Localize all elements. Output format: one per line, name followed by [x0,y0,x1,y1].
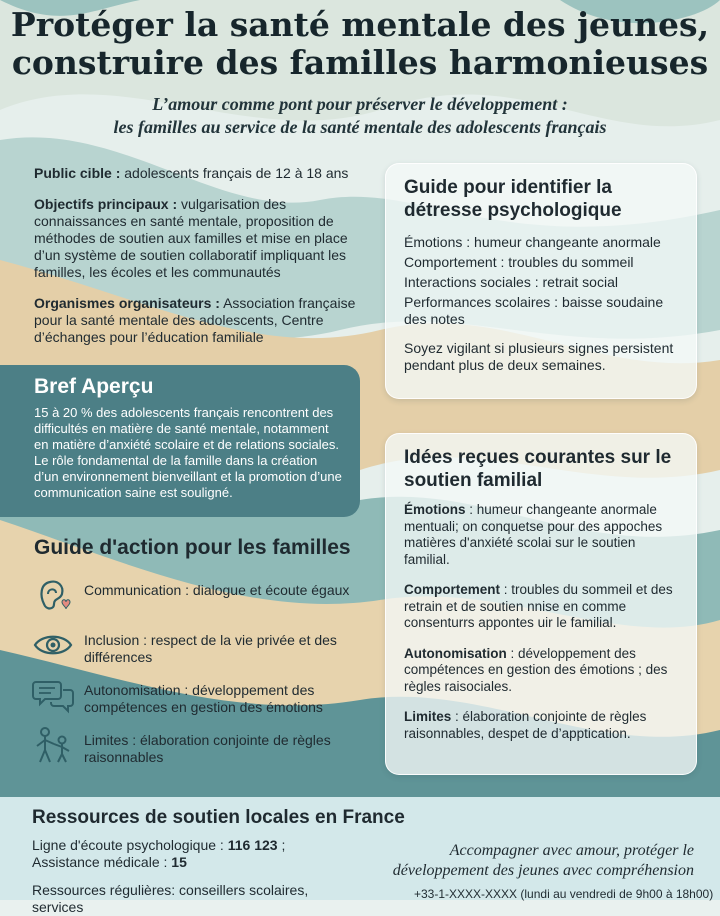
organizers [34,295,364,346]
distress-guide-title: Guide pour identifier la détresse psychologique [404,177,622,221]
main-objectives [34,196,364,281]
action-item-autonomy [32,674,362,724]
hotline-number: 116 123 [227,837,278,853]
hotline-separator: ; [277,837,286,853]
title-line-2: construire des familles harmonieuses [11,43,709,82]
distress-warning: Soyez vigilant si plusieurs signes persistent pendant plus de deux semaines. [404,340,674,373]
target-audience [34,165,364,182]
misconceptions-title: Idées reçues courantes sur le soutien familial [404,447,672,491]
objectives-label: Objectifs principaux : [34,196,178,212]
action-item-text: Inclusion : respect de la vie privée et des différences [84,632,337,665]
misconceptions-card [385,433,697,775]
misconception-text: : troubles du sommeil et des retrain et de soutien nnise en comme consenturrs appontes uir le familial. [404,582,673,630]
misconception-entry [404,502,682,568]
action-item-communication [32,574,362,624]
distress-guide-card [385,163,697,399]
ear-heart-icon [32,574,74,616]
action-item-text: Limites : élaboration conjointe de règles raisonnables [84,732,331,765]
page-title [0,6,720,82]
misconception-text: : développement des compétences en gestion des émotions ; des règles raisociales. [404,645,668,694]
overview-title: Bref Aperçu [34,375,154,398]
medical-number: 15 [171,854,187,870]
misconception-entry [404,646,682,696]
eye-icon [32,624,74,666]
organizers-label: Organismes organisateurs : [34,295,220,311]
regular-resources: Ressources régulières: conseillers scolaires, services [32,882,309,915]
misconception-label: Autonomisation [404,645,507,661]
hotline-info [32,837,362,871]
misconception-label: Émotions [404,502,466,517]
overview-text: 15 à 20 % des adolescents français rencontrent des difficultés en matière de santé mentale, notamment en matière d’anxiété scolaire et de relations sociales. Le rôle fondamental de la famille dans la création d’un environnement bienveillant et la promotion d’une communication saine est souligné. [34,405,342,500]
distress-sign: Interactions sociales : retrait social [404,274,618,290]
subtitle-line-2: les familles au service de la santé mentale des adolescents français [113,117,607,137]
hotline-label: Ligne d'écoute psychologique : [32,837,228,853]
misconception-label: Limites [404,709,452,724]
subtitle-line-1: L’amour comme pont pour préserver le développement : [152,94,568,114]
action-item-inclusion [32,624,362,674]
action-item-text: Autonomisation : développement des compétences en gestion des émotions [84,682,323,715]
distress-sign: Comportement : troubles du sommeil [404,254,634,270]
page-subtitle [0,93,720,139]
distress-sign: Performances scolaires : baisse soudaine des notes [404,294,664,327]
resources-title: Ressources de soutien locales en France [32,807,405,828]
parent-child-icon [32,724,74,766]
target-audience-label: Public cible : [34,165,121,181]
organizers-text: Association française pour la santé mentale des adolescents, Centre d’échanges pour l’éducation familiale [34,295,356,345]
misconception-label: Comportement [404,582,501,597]
motto-line-2: développement des jeunes avec compréhension [392,862,694,879]
distress-sign: Émotions : humeur changeante anormale [404,234,661,250]
speech-bubbles-icon [32,674,74,716]
target-audience-text: adolescents français de 12 à 18 ans [120,165,349,181]
misconception-text: : humeur changeante anormale mentuali; on conquetse pour des appoches matières d'anxiété scolai sur le soutien familial. [404,502,663,567]
misconception-text: : élaboration conjointe de règles raisonnables, despet de d’apptication. [404,709,647,741]
objectives-text: vulgarisation des connaissances en santé mentale, proposition de méthodes de soutien aux familles et mise en place d’un système de soutien collaboratif impliquant les familles, les écoles et les communautés [34,196,348,280]
motto-line-1: Accompagner avec amour, protéger le [449,842,694,859]
action-item-text: Communication : dialogue et écoute égaux [84,582,350,598]
intro-section [34,165,364,360]
title-line-1: Protéger la santé mentale des jeunes, [10,5,710,44]
misconception-entry [404,709,682,742]
action-guide-list [32,574,362,774]
action-guide-title: Guide d'action pour les familles [34,536,351,559]
misconception-entry [404,582,682,632]
contact-phone: +33-1-XXXX-XXXX (lundi au vendredi de 9h00 à 18h00) [414,887,714,901]
footer-motto [374,841,694,881]
medical-label: Assistance médicale : [32,854,172,870]
local-resources-footer [0,797,720,915]
overview-panel [0,365,360,517]
action-item-limits [32,724,362,774]
